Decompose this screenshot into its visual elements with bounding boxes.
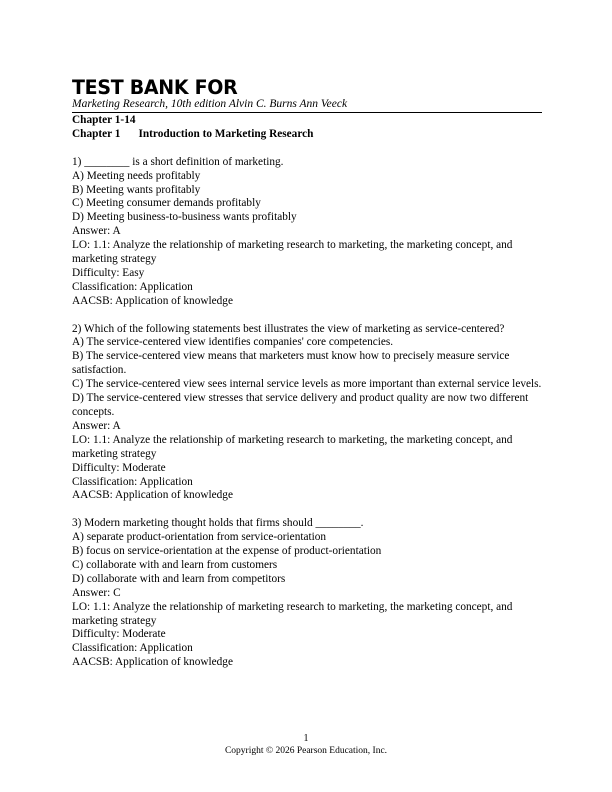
question-block bbox=[72, 323, 544, 504]
learning-objective: LO: 1.1: Analyze the relationship of marketing research to marketing, the marketing concept, and marketing strategy bbox=[72, 433, 513, 460]
answer-option: C) collaborate with and learn from customers bbox=[72, 558, 278, 571]
chapter-number: Chapter 1 bbox=[72, 127, 121, 140]
difficulty: Difficulty: Moderate bbox=[72, 461, 166, 474]
question-stem: 1) ________ is a short definition of marketing. bbox=[72, 155, 284, 168]
answer-option: C) The service-centered view sees internal service levels as more important than external service levels. bbox=[72, 378, 542, 391]
aacsb: AACSB: Application of knowledge bbox=[72, 656, 233, 669]
difficulty: Difficulty: Easy bbox=[72, 266, 145, 279]
answer-option: D) Meeting business-to-business wants profitably bbox=[72, 211, 297, 224]
answer-key: Answer: A bbox=[72, 419, 121, 432]
answer-option: C) Meeting consumer demands profitably bbox=[72, 197, 261, 210]
learning-objective: LO: 1.1: Analyze the relationship of marketing research to marketing, the marketing concept, and marketing strategy bbox=[72, 239, 513, 266]
book-citation: Marketing Research, 10th edition Alvin C. Burns Ann Veeck bbox=[72, 98, 348, 110]
answer-option: D) collaborate with and learn from competitors bbox=[72, 572, 286, 585]
question-block bbox=[72, 156, 544, 309]
difficulty: Difficulty: Moderate bbox=[72, 628, 166, 641]
content-body bbox=[72, 114, 544, 670]
answer-option: B) focus on service-orientation at the expense of product-orientation bbox=[72, 545, 382, 558]
answer-option: B) Meeting wants profitably bbox=[72, 183, 201, 196]
aacsb: AACSB: Application of knowledge bbox=[72, 294, 233, 307]
question-block bbox=[72, 517, 544, 670]
document-title: TEST BANK FOR bbox=[72, 76, 238, 100]
chapter-heading bbox=[72, 128, 544, 142]
page-number: 1 bbox=[303, 733, 309, 744]
answer-option: D) The service-centered view stresses that service delivery and product quality are now two different concepts. bbox=[72, 392, 529, 418]
answer-key: Answer: A bbox=[72, 225, 121, 238]
question-stem: 2) Which of the following statements best illustrates the view of marketing as service-centered? bbox=[72, 322, 505, 335]
copyright-notice: Copyright © 2026 Pearson Education, Inc. bbox=[224, 746, 388, 756]
classification: Classification: Application bbox=[72, 642, 193, 655]
chapter-range: Chapter 1-14 bbox=[72, 114, 136, 126]
aacsb: AACSB: Application of knowledge bbox=[72, 489, 233, 502]
question-stem: 3) Modern marketing thought holds that firms should ________. bbox=[72, 517, 364, 530]
answer-key: Answer: C bbox=[72, 586, 121, 599]
answer-option: A) Meeting needs profitably bbox=[72, 169, 201, 182]
classification: Classification: Application bbox=[72, 475, 193, 488]
answer-option: A) The service-centered view identifies companies' core competencies. bbox=[72, 336, 394, 349]
classification: Classification: Application bbox=[72, 280, 193, 293]
answer-option: B) The service-centered view means that marketers must know how to precisely measure service satisfaction. bbox=[72, 350, 510, 377]
learning-objective: LO: 1.1: Analyze the relationship of marketing research to marketing, the marketing concept, and marketing strategy bbox=[72, 600, 513, 627]
chapter-title: Introduction to Marketing Research bbox=[138, 127, 314, 140]
header-rule bbox=[72, 112, 542, 113]
answer-option: A) separate product-orientation from service-orientation bbox=[72, 531, 327, 544]
